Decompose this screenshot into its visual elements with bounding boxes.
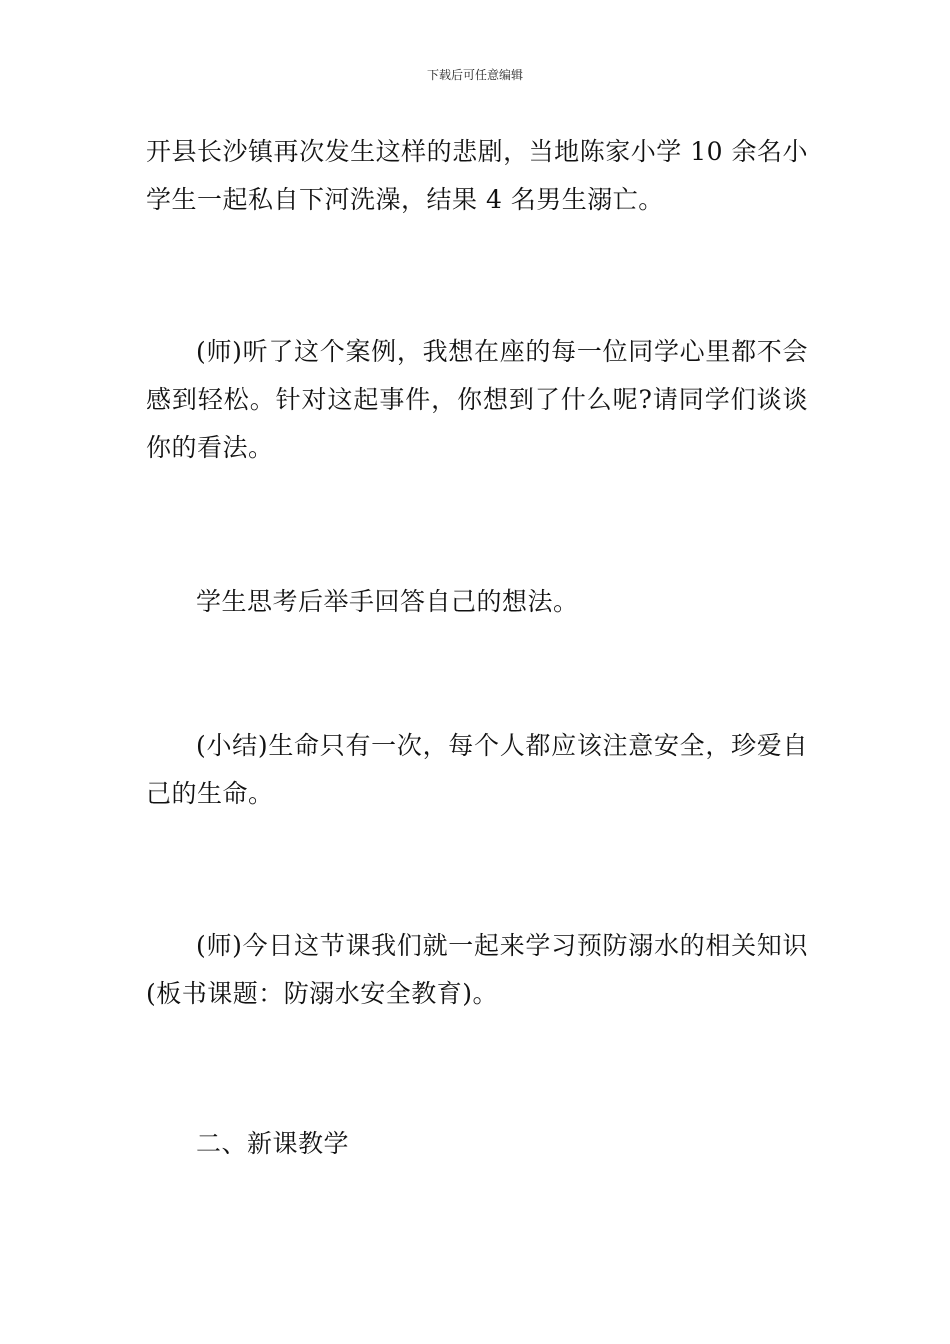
paragraph-case-description: 开县长沙镇再次发生这样的悲剧，当地陈家小学 10 余名小学生一起私自下河洗澡，结果 4 名男生溺亡。 — [146, 137, 808, 214]
section-heading-new-lesson: 二、新课教学 — [196, 1129, 350, 1158]
paragraph-summary: (小结)生命只有一次，每个人都应该注意安全，珍爱自己的生命。 — [146, 731, 808, 808]
paragraph-student-answer: 学生思考后举手回答自己的想法。 — [196, 587, 579, 616]
page-header: 下载后可任意编辑 — [426, 68, 523, 82]
paragraph-teacher-question: (师)听了这个案例，我想在座的每一位同学心里都不会感到轻松。针对这起事件，你想到了什么呢?请同学们谈谈你的看法。 — [146, 337, 808, 462]
paragraph-teacher-intro: (师)今日这节课我们就一起来学习预防溺水的相关知识(板书课题：防溺水安全教育)。 — [146, 931, 808, 1008]
